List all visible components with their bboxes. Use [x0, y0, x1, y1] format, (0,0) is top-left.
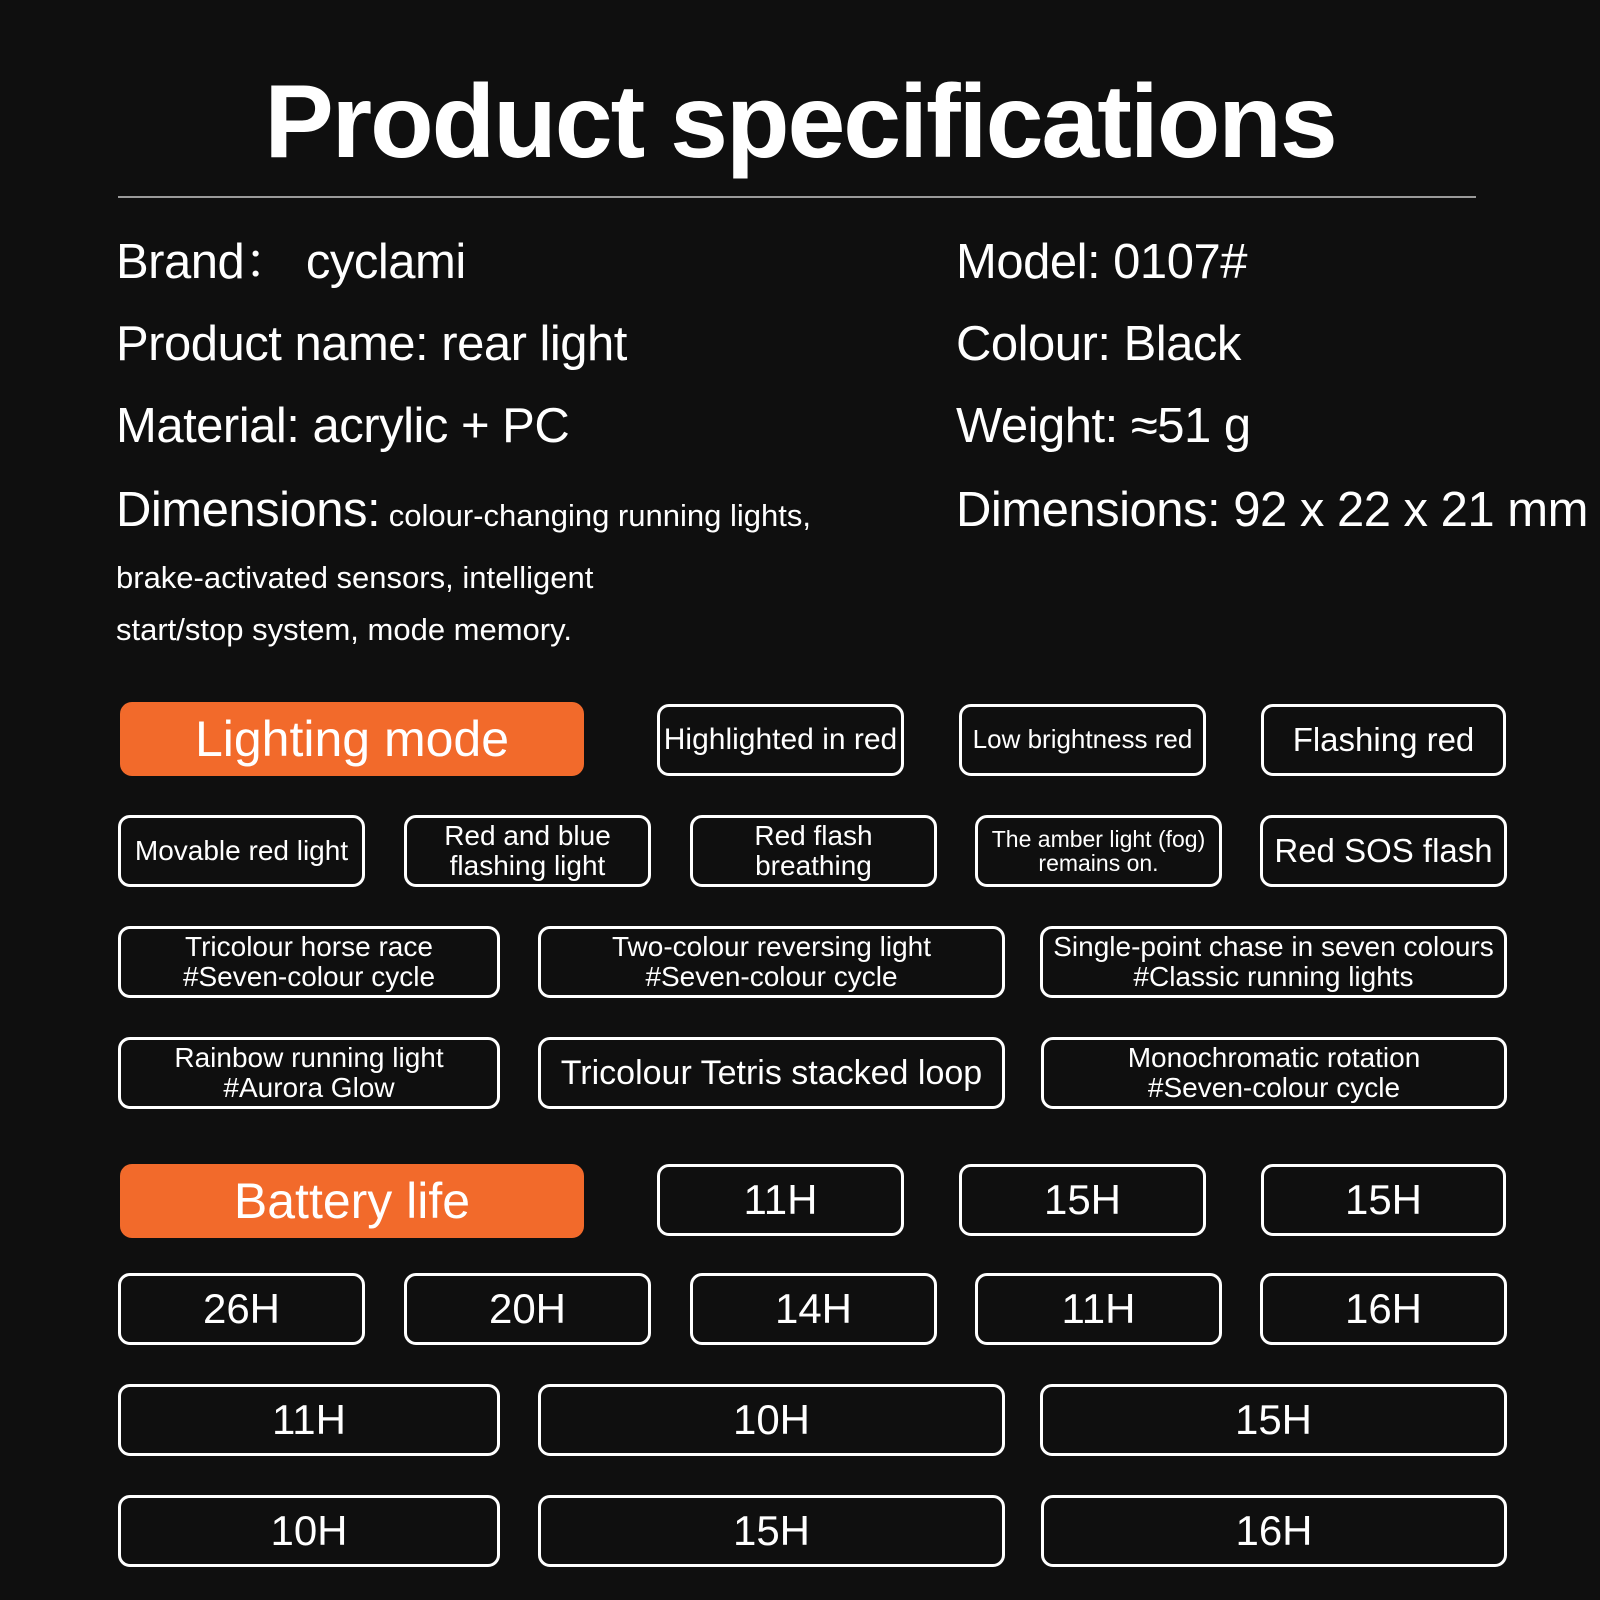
mode-rainbow-running — [118, 1037, 500, 1109]
mode-two-colour-reversing — [538, 926, 1005, 998]
spec-features-label: Dimensions: — [116, 483, 381, 537]
battery-label: 15H — [1344, 1176, 1423, 1223]
battery-label: 15H — [1043, 1176, 1122, 1223]
battery-label: 20H — [488, 1285, 567, 1332]
battery-value — [1041, 1495, 1507, 1567]
mode-label: The amber light (fog) remains on. — [991, 825, 1206, 876]
mode-red-sos-flash — [1260, 815, 1507, 887]
battery-life-header — [120, 1164, 584, 1238]
battery-value — [657, 1164, 904, 1236]
mode-red-blue-flashing — [404, 815, 651, 887]
mode-label: Low brightness red — [972, 724, 1193, 755]
battery-value — [118, 1273, 365, 1345]
mode-label: Movable red light — [134, 835, 349, 867]
mode-highlighted-red — [657, 704, 904, 776]
mode-red-flash-breathing — [690, 815, 937, 887]
spec-colour: Colour: Black — [956, 317, 1241, 371]
mode-amber-fog — [975, 815, 1222, 887]
mode-flashing-red — [1261, 704, 1506, 776]
battery-value — [118, 1384, 500, 1456]
mode-label: Red flash breathing — [754, 820, 873, 881]
spec-dimensions: Dimensions: 92 x 22 x 21 mm — [956, 483, 1588, 537]
battery-label: 15H — [732, 1507, 811, 1554]
battery-value — [1260, 1273, 1507, 1345]
title-divider — [118, 196, 1476, 198]
mode-label: Tricolour Tetris stacked loop — [560, 1053, 983, 1092]
battery-value — [959, 1164, 1206, 1236]
battery-value — [975, 1273, 1222, 1345]
battery-value — [118, 1495, 500, 1567]
battery-label: 11H — [743, 1176, 818, 1223]
spec-model: Model: 0107# — [956, 235, 1247, 289]
lighting-mode-header — [120, 702, 584, 776]
mode-label: Flashing red — [1292, 720, 1475, 758]
spec-features-line1: colour-changing running lights, — [380, 498, 811, 533]
battery-value — [1261, 1164, 1506, 1236]
mode-label: Tricolour horse race #Seven-colour cycle — [182, 931, 436, 992]
spec-features-line3: start/stop system, mode memory. — [116, 612, 572, 647]
mode-label: Two-colour reversing light #Seven-colour cycle — [611, 931, 932, 992]
spec-material: Material: acrylic + PC — [116, 399, 570, 453]
battery-label: 26H — [202, 1285, 281, 1332]
mode-label: Monochromatic rotation #Seven-colour cycle — [1127, 1042, 1421, 1103]
spec-weight: Weight: ≈51 g — [956, 399, 1251, 453]
mode-low-brightness-red — [959, 704, 1206, 776]
battery-label: 10H — [732, 1396, 811, 1443]
battery-life-header-label: Battery life — [233, 1173, 471, 1229]
battery-label: 16H — [1344, 1285, 1423, 1332]
mode-label: Red and blue flashing light — [444, 820, 611, 881]
battery-value — [1040, 1384, 1507, 1456]
mode-label: Single-point chase in seven colours #Classic running lights — [1053, 931, 1494, 992]
lighting-mode-header-label: Lighting mode — [194, 711, 510, 767]
battery-label: 11H — [272, 1396, 346, 1443]
battery-value — [538, 1495, 1005, 1567]
mode-tricolour-horse-race — [118, 926, 500, 998]
battery-label: 14H — [774, 1285, 853, 1332]
mode-movable-red-light — [118, 815, 365, 887]
spec-features — [116, 480, 876, 656]
battery-label: 11H — [1061, 1285, 1136, 1332]
mode-label: Red SOS flash — [1274, 831, 1493, 869]
mode-label: Rainbow running light #Aurora Glow — [174, 1042, 444, 1103]
battery-label: 15H — [1234, 1396, 1313, 1443]
battery-value — [690, 1273, 937, 1345]
mode-label: Highlighted in red — [663, 723, 898, 757]
battery-value — [538, 1384, 1005, 1456]
spec-features-line2: brake-activated sensors, intelligent — [116, 560, 594, 595]
battery-label: 10H — [270, 1507, 348, 1554]
page-title: Product specifications — [264, 64, 1336, 180]
mode-monochromatic-rotation — [1041, 1037, 1507, 1109]
mode-tricolour-tetris — [538, 1037, 1005, 1109]
battery-value — [404, 1273, 651, 1345]
spec-product-name: Product name: rear light — [116, 317, 627, 371]
battery-label: 16H — [1235, 1507, 1313, 1554]
spec-brand: Brand： cyclami — [116, 235, 466, 289]
mode-single-point-chase — [1040, 926, 1507, 998]
